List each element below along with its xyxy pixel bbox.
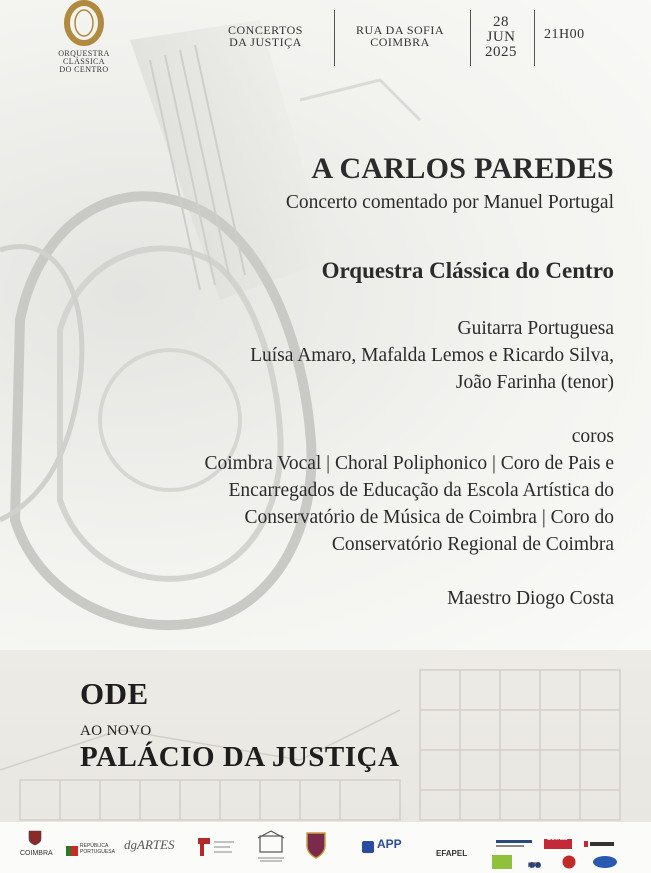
series-line-1: CONCERTOS bbox=[228, 23, 303, 37]
orchestra-name: Orquestra Clássica do Centro bbox=[321, 258, 614, 283]
orchestra-logo bbox=[54, 0, 114, 86]
soloists-block bbox=[250, 315, 614, 396]
guitar-label: Guitarra Portuguesa bbox=[457, 318, 614, 339]
venue-line-2: COIMBRA bbox=[370, 35, 430, 49]
sponsor-app bbox=[362, 837, 402, 857]
ode-title: ODE bbox=[80, 676, 149, 711]
guitarists: Luísa Amaro, Mafalda Lemos e Ricardo Silva, bbox=[250, 345, 614, 366]
choirs-label: coros bbox=[571, 426, 614, 447]
choirs-line-2: Encarregados de Educação da Escola Artística do bbox=[228, 480, 614, 501]
header-divider bbox=[470, 10, 471, 66]
logo-line-3: DO CENTRO bbox=[59, 65, 109, 74]
date-label bbox=[478, 15, 524, 60]
coimbra-label: COIMBRA bbox=[20, 850, 53, 857]
series-line-2: DA JUSTIÇA bbox=[229, 35, 302, 49]
radio-regional-logo-icon bbox=[592, 854, 618, 873]
coimbra-crest-icon bbox=[28, 830, 42, 846]
choirs-line-4: Conservatório Regional de Coimbra bbox=[331, 534, 614, 555]
campeao-logo-icon bbox=[584, 834, 616, 853]
date-month: JUN bbox=[486, 29, 516, 45]
logo-line-2: CLÁSSICA bbox=[63, 57, 105, 66]
header-divider bbox=[534, 10, 535, 66]
efapel-logo: EFAPEL bbox=[436, 849, 468, 858]
crest-logo-icon bbox=[305, 830, 327, 864]
ndc-logo-icon bbox=[492, 854, 512, 873]
conductor: Maestro Diogo Costa bbox=[447, 588, 614, 609]
choirs-line-3: Conservatório de Música de Coimbra | Coro do bbox=[244, 507, 614, 528]
dgartes-logo: dgARTES bbox=[124, 837, 175, 852]
ode-main-title: PALÁCIO DA JUSTIÇA bbox=[80, 741, 400, 773]
sponsor-coimbra bbox=[20, 830, 53, 858]
radio-logo-icon bbox=[562, 854, 576, 873]
rtp-label: RTP bbox=[528, 863, 540, 869]
header-divider bbox=[334, 10, 335, 66]
diario-coimbra-logo-icon bbox=[496, 834, 532, 853]
orchestra-logo-ring-icon bbox=[62, 0, 106, 46]
sponsor-rtp bbox=[528, 854, 546, 873]
beiras-label: beiras bbox=[547, 835, 568, 842]
ode-subtitle: AO NOVO bbox=[80, 723, 152, 739]
tenor: João Farinha (tenor) bbox=[455, 372, 614, 393]
republica-label: REPÚBLICA PORTUGUESA bbox=[80, 843, 115, 855]
concert-title: A CARLOS PAREDES bbox=[311, 152, 614, 185]
date-day: 28 bbox=[493, 14, 509, 30]
sponsor-republica bbox=[66, 842, 115, 861]
venue-line-1: RUA DA SOFIA bbox=[356, 23, 445, 37]
sponsor-bar bbox=[0, 822, 651, 873]
ministerio-logo-icon bbox=[254, 830, 288, 868]
sponsor-beiras bbox=[544, 834, 572, 853]
venue-label bbox=[356, 24, 444, 48]
logo-line-1: ORQUESTRA bbox=[58, 49, 110, 58]
date-year: 2025 bbox=[485, 44, 517, 60]
republica-flag-icon bbox=[66, 845, 78, 857]
tribunal-logo-icon bbox=[196, 836, 236, 862]
series-label bbox=[228, 24, 303, 48]
app-label: APP bbox=[377, 837, 402, 851]
choirs-line-1: Coimbra Vocal | Choral Poliphonico | Coro de Pais e bbox=[204, 453, 614, 474]
app-logo-icon bbox=[362, 841, 374, 853]
time-label: 21H00 bbox=[544, 27, 585, 42]
concert-subtitle: Concerto comentado por Manuel Portugal bbox=[285, 192, 614, 213]
choirs-block bbox=[204, 423, 614, 558]
